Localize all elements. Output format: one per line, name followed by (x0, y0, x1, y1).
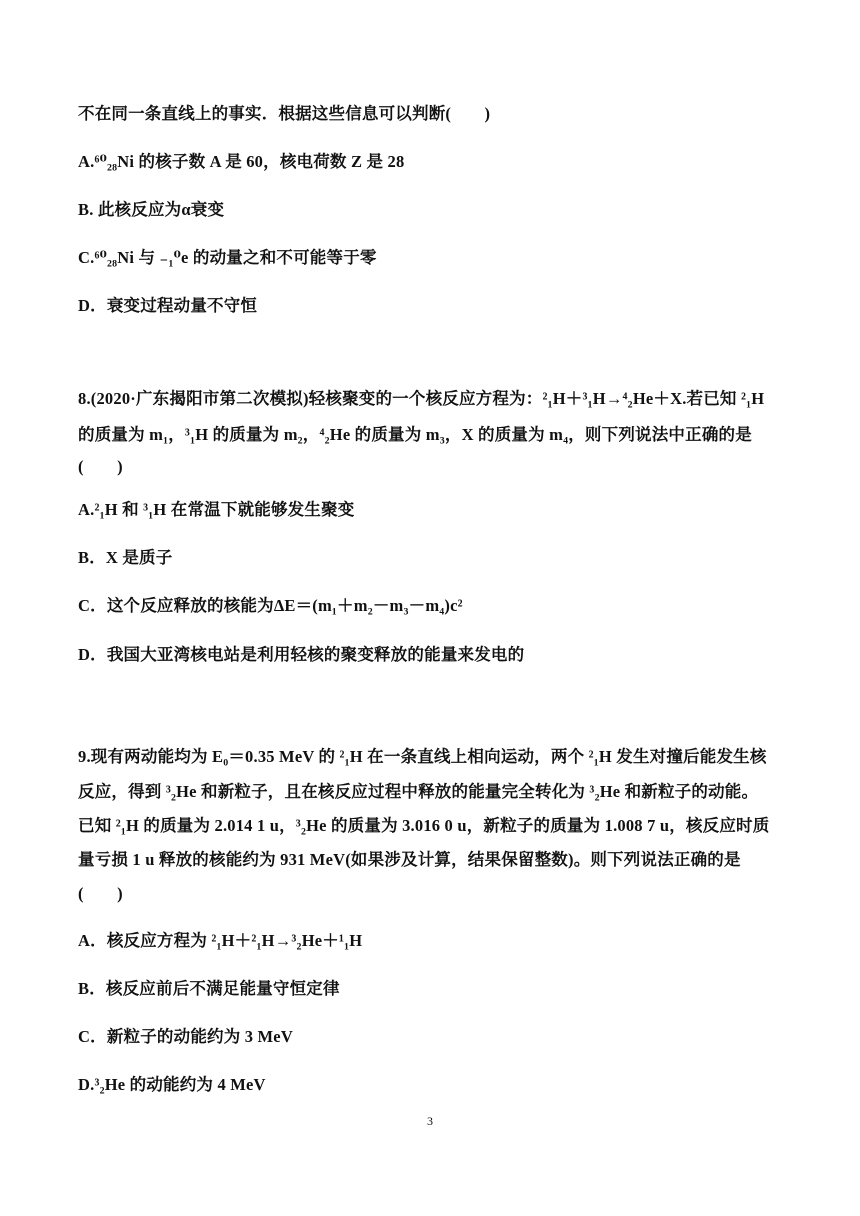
q8-option-d: D．我国大亚湾核电站是利用轻核的聚变释放的能量来发电的 (78, 645, 525, 664)
q9-stem-line-3: 已知 ²₁H 的质量为 2.014 1 u，³₂He 的质量为 3.016 0 u，新粒子的质量为 1.008 7 u，核反应时质 (78, 816, 770, 835)
q7-option-c: C.⁶⁰₂₈Ni 与 ₋₁⁰e 的动量之和不可能等于零 (78, 248, 377, 267)
q8-option-b: B．X 是质子 (78, 548, 173, 567)
q7-option-b: B. 此核反应为α衰变 (78, 200, 225, 219)
q7-option-a: A.⁶⁰₂₈Ni 的核子数 A 是 60，核电荷数 Z 是 28 (78, 152, 405, 171)
q8-stem-line-2: 的质量为 m₁，³₁H 的质量为 m₂，⁴₂He 的质量为 m₃，X 的质量为 m₄，则下列说法中正确的是 (78, 425, 752, 444)
q9-stem-line-5: ( ) (78, 884, 123, 903)
q8-option-a: A.²₁H 和 ³₁H 在常温下就能够发生聚变 (78, 500, 355, 519)
q9-option-a: A．核反应方程为 ²₁H＋²₁H→³₂He＋¹₁H (78, 931, 363, 950)
q9-option-d: D.³₂He 的动能约为 4 MeV (78, 1075, 266, 1094)
page-number: 3 (427, 1114, 433, 1128)
q9-stem-line-2: 反应，得到 ³₂He 和新粒子，且在核反应过程中释放的能量完全转化为 ³₂He 和新粒子的动能。 (78, 782, 759, 801)
q9-option-b: B．核反应前后不满足能量守恒定律 (78, 979, 340, 998)
q9-option-c: C．新粒子的动能约为 3 MeV (78, 1027, 293, 1046)
q9-stem-line-4: 量亏损 1 u 释放的核能约为 931 MeV(如果涉及计算，结果保留整数)。则下列说法正确的是 (78, 850, 741, 869)
q8-stem-line-1: 8.(2020·广东揭阳市第二次模拟)轻核聚变的一个核反应方程为：²₁H＋³₁H→⁴₂He＋X.若已知 ²₁H (78, 389, 765, 408)
q8-stem-line-3: ( ) (78, 457, 123, 476)
q7-option-d: D．衰变过程动量不守恒 (78, 296, 258, 315)
q9-stem-line-1: 9.现有两动能均为 E₀＝0.35 MeV 的 ²₁H 在一条直线上相向运动，两个 ²₁H 发生对撞后能发生核 (78, 747, 767, 766)
q8-option-c: C．这个反应释放的核能为ΔE＝(m₁＋m₂－m₃－m₄)c² (78, 596, 463, 615)
q7-stem-tail: 不在同一条直线上的事实．根据这些信息可以判断( ) (78, 104, 491, 123)
